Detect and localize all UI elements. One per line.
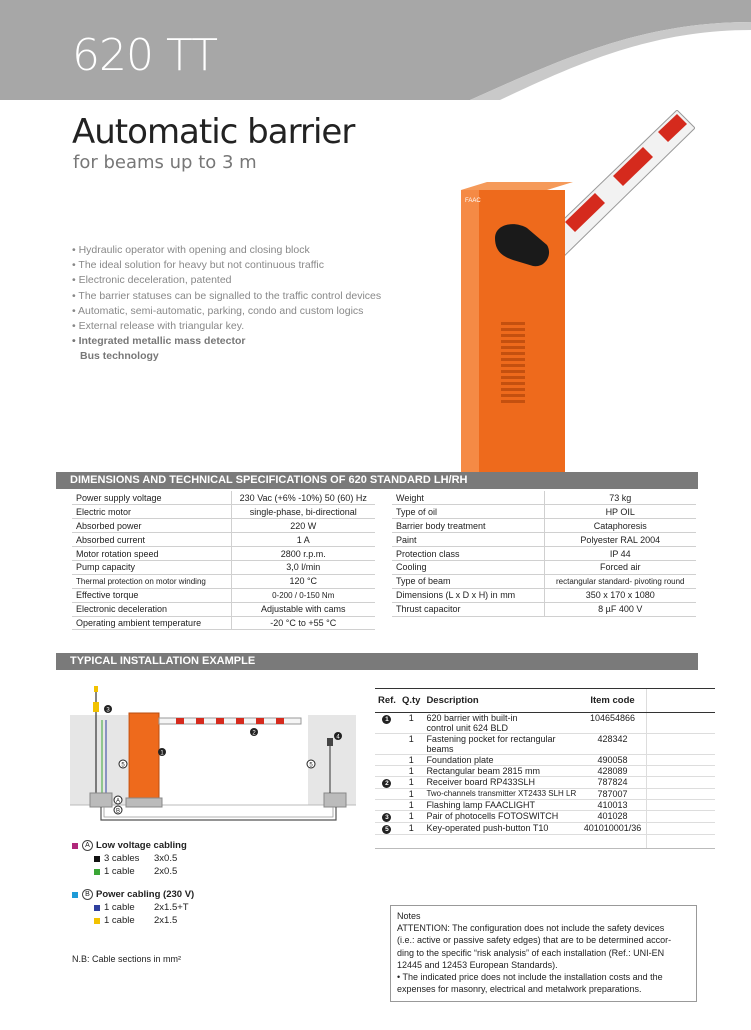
legend-marker-square (72, 892, 78, 898)
components-table (375, 688, 715, 849)
table-row (375, 800, 715, 811)
col-header-blank (646, 689, 715, 713)
diagram-label: 2 (252, 730, 256, 737)
table-row (375, 755, 715, 766)
diagram-label: A (115, 798, 121, 805)
legend-color-swatch (94, 905, 100, 911)
row-description: Rectangular beam 2815 mm (423, 766, 579, 777)
legend-item (72, 901, 194, 914)
spec-key: Electric motor (72, 505, 231, 519)
legend-marker-circle: A (82, 840, 93, 851)
diagram-label: 4 (336, 734, 340, 741)
notes-line: expenses for masonry, electrical and metalwork preparations. (397, 984, 642, 995)
row-description: Receiver board RP433SLH (423, 777, 579, 789)
barrier-cabinet-diagram (129, 713, 159, 799)
feature-item: • Automatic, semi-automatic, parking, condo and custom logics (72, 304, 364, 317)
row-qty: 1 (399, 789, 423, 800)
spec-key: Pump capacity (72, 560, 231, 574)
specs-table-right (392, 491, 696, 617)
row-description: Pair of photocells FOTOSWITCH (423, 811, 579, 823)
barrier-logo: FAAC (465, 198, 481, 204)
spec-value: Adjustable with cams (231, 602, 375, 616)
spec-value: Polyester RAL 2004 (544, 533, 696, 547)
table-row (392, 560, 696, 574)
notes-line: ding to the specific “risk analysis” of each installation (Ref.: UNI-EN (397, 947, 665, 958)
spec-key: Dimensions (L x D x H) in mm (392, 588, 544, 602)
table-header-row (375, 689, 715, 713)
table-row (392, 602, 696, 616)
spec-value: 73 kg (544, 491, 696, 505)
row-qty: 1 (399, 734, 423, 755)
barrier-product-image (455, 110, 695, 472)
table-row (375, 777, 715, 789)
row-item-code: 787007 (579, 789, 646, 800)
row-item-code: 401010001/36 (579, 823, 646, 835)
diagram-label: 3 (106, 707, 110, 714)
col-header-qty: Q.ty (399, 689, 423, 713)
barrier-cabinet-top (461, 182, 573, 190)
row-item-code: 787824 (579, 777, 646, 789)
spec-value: 8 µF 400 V (544, 602, 696, 616)
row-description: Two-channels transmitter XT2433 SLH LR (423, 789, 579, 800)
spec-key: Electronic deceleration (72, 602, 231, 616)
spec-key: Operating ambient temperature (72, 616, 231, 630)
col-header-description: Description (423, 689, 579, 713)
table-row (72, 547, 375, 561)
notes-box (390, 905, 697, 1002)
spec-value: 2800 r.p.m. (231, 547, 375, 561)
spec-value: Cataphoresis (544, 519, 696, 533)
feature-item: • Hydraulic operator with opening and closing block (72, 244, 310, 256)
spec-value: 3,0 l/min (231, 560, 375, 574)
wall-right (308, 715, 356, 805)
row-qty: 1 (399, 811, 423, 823)
table-row (392, 574, 696, 588)
legend-item-qty: 3 cables (104, 853, 140, 864)
row-description: 620 barrier with built-in control unit 624 BLD (423, 713, 579, 734)
table-row (392, 491, 696, 505)
spec-key: Power supply voltage (72, 491, 231, 505)
specs-table-left (72, 491, 375, 630)
feature-item-bold: • Integrated metallic mass detector (72, 335, 246, 348)
spec-key: Type of beam (392, 574, 544, 588)
notes-line: ATTENTION: The configuration does not include the safety devices (397, 923, 665, 934)
feature-list (72, 243, 381, 365)
notes-title: Notes (397, 911, 421, 921)
legend-item (72, 852, 187, 865)
row-description: Flashing lamp FAACLIGHT (423, 800, 579, 811)
table-row (72, 491, 375, 505)
table-row (72, 519, 375, 533)
legend-color-swatch (94, 918, 100, 924)
table-row (375, 811, 715, 823)
spec-key: Thrust capacitor (392, 602, 544, 616)
table-row (72, 505, 375, 519)
spec-key: Weight (392, 491, 544, 505)
row-qty: 1 (399, 823, 423, 835)
table-row (375, 766, 715, 777)
spec-value: Forced air (544, 560, 696, 574)
legend-item-section: 2x0.5 (154, 866, 178, 877)
spec-key: Absorbed current (72, 533, 231, 547)
row-item-code: 401028 (579, 811, 646, 823)
col-header-item-code: Item code (579, 689, 646, 713)
spec-key: Barrier body treatment (392, 519, 544, 533)
table-row (392, 547, 696, 561)
row-item-code: 104654866 (579, 713, 646, 734)
row-qty: 1 (399, 766, 423, 777)
legend-item-section: 2x1.5+T (154, 902, 189, 913)
legend-item-qty: 1 cable (104, 866, 135, 877)
diagram-label: B (115, 808, 121, 815)
cable-trench (101, 807, 336, 820)
spec-value: 120 °C (231, 574, 375, 588)
legend-color-swatch (94, 856, 100, 862)
legend-item (72, 914, 194, 927)
notes-line: (i.e.: active or passive safety edges) that are to be determined accor- (397, 935, 672, 946)
table-row (375, 734, 715, 755)
spec-value: rectangular standard- pivoting round (544, 574, 696, 588)
row-description: Foundation plate (423, 755, 579, 766)
spec-value: single-phase, bi-directional (231, 505, 375, 519)
table-row (375, 823, 715, 835)
row-qty: 1 (399, 755, 423, 766)
table-row (392, 533, 696, 547)
ref-badge: 1 (382, 715, 391, 724)
spec-key: Motor rotation speed (72, 547, 231, 561)
table-row-empty (375, 835, 715, 849)
spec-value: HP OIL (544, 505, 696, 519)
table-row (392, 519, 696, 533)
spec-value: 350 x 170 x 1080 (544, 588, 696, 602)
row-item-code: 490058 (579, 755, 646, 766)
feature-item: • The barrier statuses can be signalled to the traffic control devices (72, 289, 382, 302)
diagram-label: 1 (160, 750, 164, 757)
table-row (392, 588, 696, 602)
spec-value: 1 A (231, 533, 375, 547)
row-qty: 1 (399, 800, 423, 811)
spec-key: Absorbed power (72, 519, 231, 533)
legend-power (72, 888, 194, 927)
flashing-lamp (93, 702, 99, 712)
feature-item: • The ideal solution for heavy but not continuous traffic (72, 259, 324, 272)
row-qty: 1 (399, 777, 423, 789)
legend-label: Power cabling (230 V) (96, 889, 195, 900)
table-row (375, 789, 715, 800)
page-subtitle: for beams up to 3 m (73, 152, 257, 173)
col-header-ref: Ref. (375, 689, 399, 713)
legend-color-swatch (94, 869, 100, 875)
ref-badge: 5 (382, 825, 391, 834)
feature-sub-item: Bus technology (80, 350, 159, 363)
row-item-code: 410013 (579, 800, 646, 811)
page-title: Automatic barrier (72, 112, 355, 152)
legend-item-qty: 1 cable (104, 915, 135, 926)
feature-item: • External release with triangular key. (72, 320, 245, 333)
legend-item-qty: 1 cable (104, 902, 135, 913)
table-row (72, 574, 375, 588)
spec-value: 220 W (231, 519, 375, 533)
spec-key: Effective torque (72, 588, 231, 602)
table-row (72, 560, 375, 574)
table-row (375, 713, 715, 734)
specs-heading: DIMENSIONS AND TECHNICAL SPECIFICATIONS OF 620 STANDARD LH/RH (56, 472, 698, 489)
feature-item: • Electronic deceleration, patented (72, 274, 232, 287)
row-qty: 1 (399, 713, 423, 734)
diagram-label: 5 (121, 762, 125, 769)
spec-value: 230 Vac (+6% -10%) 50 (60) Hz (231, 491, 375, 505)
notes-line: • The indicated price does not include the installation costs and the (397, 972, 663, 983)
legend-marker-circle: B (82, 889, 93, 900)
ref-badge: 2 (382, 779, 391, 788)
spec-value: 0-200 / 0-150 Nm (231, 588, 375, 602)
table-row (392, 505, 696, 519)
spec-key: Cooling (392, 560, 544, 574)
spec-key: Protection class (392, 547, 544, 561)
ref-badge: 3 (382, 813, 391, 822)
wall-left (70, 715, 128, 805)
table-row (72, 602, 375, 616)
table-row (72, 588, 375, 602)
model-name: 620 TT (72, 30, 217, 81)
spec-key: Paint (392, 533, 544, 547)
spec-key: Thermal protection on motor winding (72, 574, 231, 588)
notes-line: 12445 and 12453 European Standards). (397, 959, 558, 970)
diagram-label: 5 (309, 762, 313, 769)
table-row (72, 616, 375, 630)
spec-value: -20 °C to +55 °C (231, 616, 375, 630)
installation-heading: TYPICAL INSTALLATION EXAMPLE (56, 653, 698, 670)
legend-item (72, 865, 187, 878)
installation-diagram (66, 680, 366, 840)
legend-label: Low voltage cabling (96, 840, 187, 851)
legend-item-section: 2x1.5 (154, 915, 178, 926)
legend-item-section: 3x0.5 (154, 853, 178, 864)
row-item-code: 428089 (579, 766, 646, 777)
row-description: Fastening pocket for rectangular beams (423, 734, 579, 755)
legend-marker-square (72, 843, 78, 849)
table-row (72, 533, 375, 547)
spec-key: Type of oil (392, 505, 544, 519)
spec-value: IP 44 (544, 547, 696, 561)
cable-section-note: N.B: Cable sections in mm² (72, 954, 182, 964)
row-item-code: 428342 (579, 734, 646, 755)
legend-low-voltage (72, 839, 187, 878)
page-header (0, 0, 751, 100)
row-description: Key-operated push-button T10 (423, 823, 579, 835)
